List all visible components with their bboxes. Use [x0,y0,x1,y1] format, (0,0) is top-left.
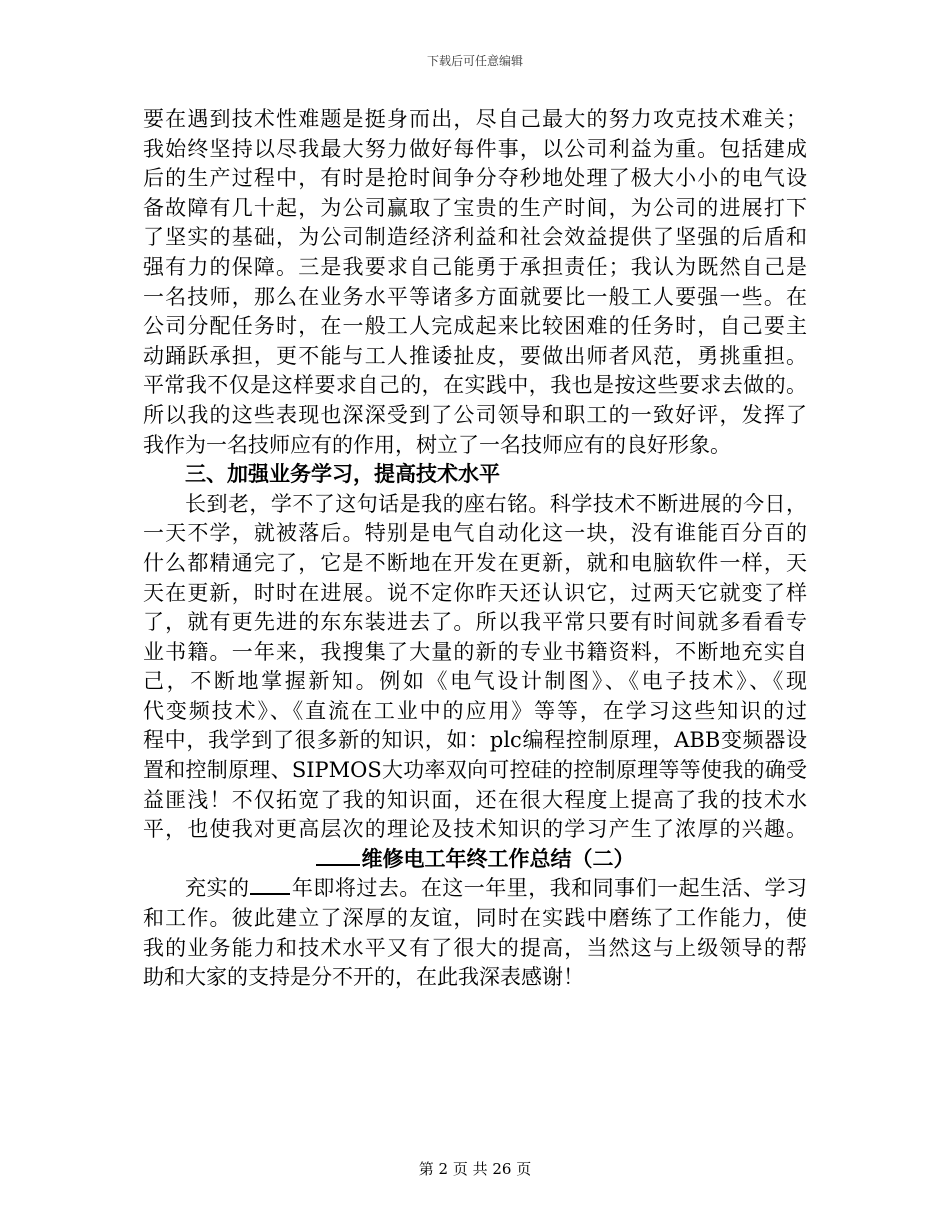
fill-in-blank [316,864,360,866]
document-body [143,105,807,993]
text-fragment: 充实的 [185,876,250,901]
text-line: 益匪浅！不仅拓宽了我的知识面，还在很大程度上提高了我的技术水 [143,787,807,812]
text-line: 长到老，学不了这句话是我的座右铭。科学技术不断进展的今日， [185,491,807,516]
text-line: 平常我不仅是这样要求自己的，在实践中，我也是按这些要求去做的。 [143,373,807,398]
text-line: 动踊跃承担，更不能与工人推诿扯皮，要做出师者风范，勇挑重担。 [143,343,807,368]
text-line: 平，也使我对更高层次的理论及技术知识的学习产生了浓厚的兴趣。 [143,817,807,842]
text-line: 备故障有几十起，为公司赢取了宝贵的生产时间，为公司的进展打下 [143,195,807,220]
text-line: 我的业务能力和技术水平又有了很大的提高，当然这与上级领导的帮 [143,935,807,960]
text-line: 公司分配任务时，在一般工人完成起来比较困难的任务时，自己要主 [143,314,807,339]
text-line: 己，不断地掌握新知。例如《电气设计制图》、《电子技术》、《现 [143,669,807,694]
text-line: 我作为一名技师应有的作用，树立了一名技师应有的良好形象。 [143,432,731,457]
document-section-title [143,845,807,875]
text-line: 要在遇到技术性难题是挺身而出，尽自己最大的努力攻克技术难关； [143,107,807,131]
text-line: 所以我的这些表现也深深受到了公司领导和职工的一致好评，发挥了 [143,402,807,427]
text-line: 置和控制原理、SIPMOS大功率双向可控硅的控制原理等等使我的确受 [143,758,807,783]
page-footer: 第 2 页 共 26 页 [418,1160,532,1178]
text-line: 和工作。彼此建立了深厚的友谊，同时在实践中磨练了工作能力，使 [143,906,807,931]
page-header: 下载后可任意编辑 [426,54,523,68]
text-line: 我始终坚持以尽我最大努力做好每件事，以公司利益为重。包括建成 [143,136,807,161]
text-line: 代变频技术》、《直流在工业中的应用》等等，在学习这些知识的过 [143,698,807,723]
section-heading: 三、加强业务学习，提高技术水平 [185,462,500,487]
text-line: 了，就有更先进的东东装进去了。所以我平常只要有时间就多看看专 [143,610,807,635]
text-line: 强有力的保障。三是我要求自己能勇于承担责任；我认为既然自己是 [143,254,807,279]
section-title-text: 维修电工年终工作总结（二） [361,846,635,871]
text-line: 后的生产过程中，有时是抢时间争分夺秒地处理了极大小小的电气设 [143,166,807,191]
text-line: 一名技师，那么在业务水平等诸多方面就要比一般工人要强一些。在 [143,284,807,309]
text-fragment: 年即将过去。在这一年里，我和同事们一起生活、学习 [291,876,807,901]
fill-in-blank [250,893,290,895]
text-line: 天在更新，时时在进展。说不定你昨天还认识它，过两天它就变了样 [143,580,807,605]
text-line: 了坚实的基础，为公司制造经济利益和社会效益提供了坚强的后盾和 [143,225,807,250]
text-line: 助和大家的支持是分不开的，在此我深表感谢！ [143,965,584,990]
text-line: 业书籍。一年来，我搜集了大量的新的专业书籍资料，不断地充实自 [143,639,807,664]
text-line: 一天不学，就被落后。特别是电气自动化这一块，没有谁能百分百的 [143,521,807,546]
text-line: 什么都精通完了，它是不断地在开发在更新，就和电脑软件一样，天 [143,550,807,575]
text-line: 程中，我学到了很多新的知识，如：plc编程控制原理，ABB变频器设 [143,728,807,753]
text-line [143,874,807,904]
